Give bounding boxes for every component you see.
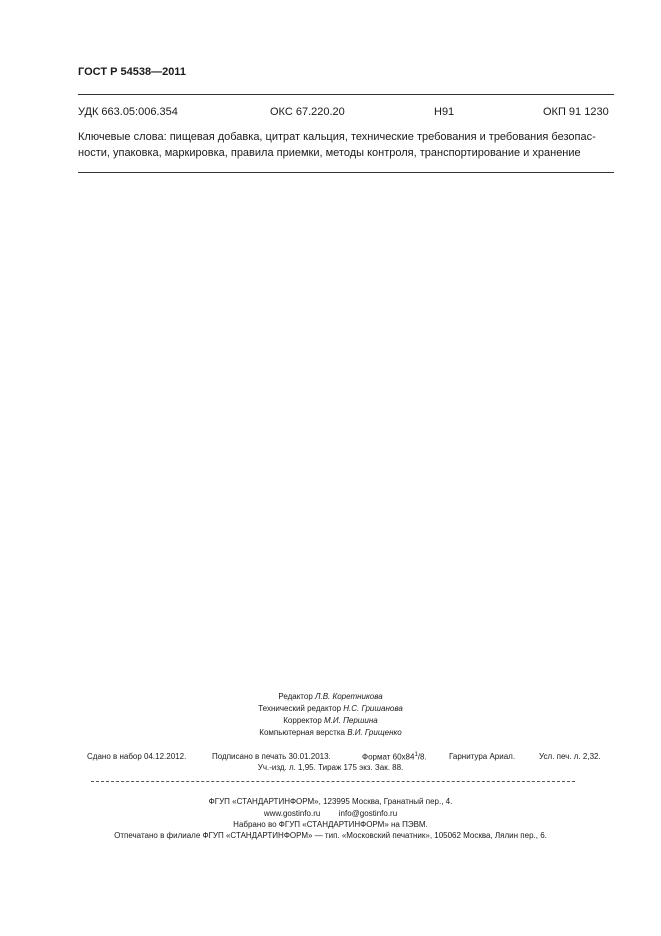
gost-number: ГОСТ Р 54538—2011 xyxy=(78,66,186,78)
typeface: Гарнитура Ариал. xyxy=(449,752,516,761)
tech-editor-line xyxy=(0,704,661,713)
signed-date: Подписано в печать 30.01.2013. xyxy=(212,752,331,761)
tech-editor-name: Н.С. Гришанова xyxy=(343,704,403,713)
top-rule xyxy=(78,94,614,95)
oks-code: ОКС 67.220.20 xyxy=(270,106,345,118)
corrector-name: М.И. Першина xyxy=(324,716,378,725)
keywords-line-2: ности, упаковка, маркировка, правила приемки, методы контроля, транспортирование и хранение xyxy=(78,147,581,159)
typeset-note: Набрано во ФГУП «СТАНДАРТИНФОРМ» на ПЭВМ. xyxy=(233,820,428,829)
format-sup: 1 xyxy=(414,752,418,758)
corrector-line xyxy=(0,716,661,725)
submitted-date: Сдано в набор 04.12.2012. xyxy=(87,752,187,761)
keywords-line-1: Ключевые слова: пищевая добавка, цитрат кальция, технические требования и требования безопас- xyxy=(78,131,596,143)
print-sheets: Усл. печ. л. 2,32. xyxy=(539,752,601,761)
okp-code: ОКП 91 1230 xyxy=(543,106,609,118)
printed-note: Отпечатано в филиале ФГУП «СТАНДАРТИНФОРМ» — тип. «Московский печатник», 105062 Москва, Лялин пер., 6. xyxy=(114,831,547,840)
layout-name: В.И. Грищенко xyxy=(347,728,402,737)
layout-line xyxy=(0,728,661,737)
format-sub: /8. xyxy=(417,752,427,762)
keywords-rule xyxy=(78,172,614,173)
layout-label: Компьютерная верстка xyxy=(259,728,345,737)
udk-code: УДК 663.05:006.354 xyxy=(78,106,178,118)
format-base: Формат 60x84 xyxy=(362,752,415,762)
editor-label: Редактор xyxy=(278,692,313,701)
separator-dashed xyxy=(91,781,575,782)
publication-stats: Уч.-изд. л. 1,95. Тираж 175 экз. Зак. 88. xyxy=(257,763,404,772)
publisher-website[interactable]: www.gostinfo.ru xyxy=(263,809,321,818)
paper-format xyxy=(362,752,427,762)
editor-line xyxy=(0,692,661,701)
corrector-label: Корректор xyxy=(283,716,322,725)
publisher-address: ФГУП «СТАНДАРТИНФОРМ», 123995 Москва, Гранатный пер., 4. xyxy=(208,797,453,806)
tech-editor-label: Технический редактор xyxy=(258,704,342,713)
publisher-email[interactable]: info@gostinfo.ru xyxy=(338,809,398,818)
group-code: Н91 xyxy=(434,106,455,118)
publisher-contacts xyxy=(0,809,661,818)
editor-name: Л.В. Коретникова xyxy=(315,692,383,701)
